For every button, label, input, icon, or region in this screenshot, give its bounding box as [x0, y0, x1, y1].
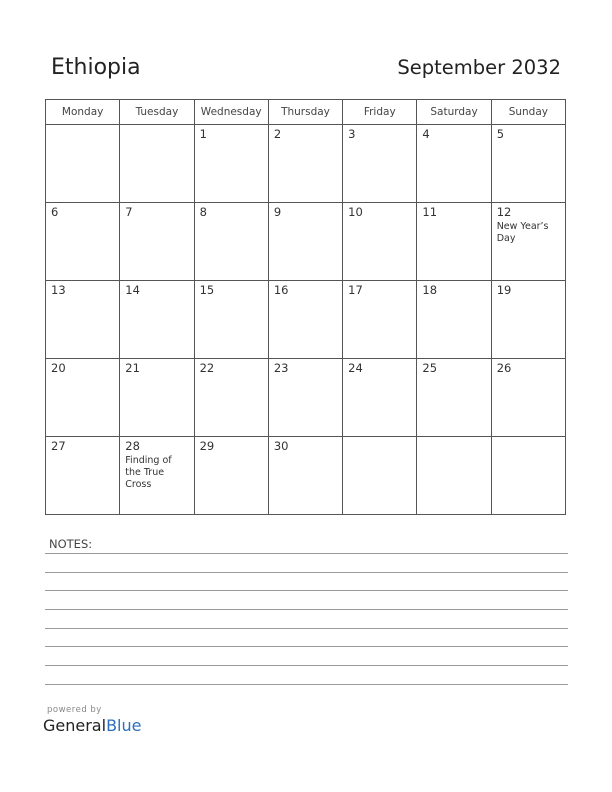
day-number: 10	[348, 205, 363, 219]
day-number: 20	[51, 361, 66, 375]
day-number: 11	[422, 205, 438, 219]
day-cell	[268, 203, 342, 281]
day-cell	[120, 437, 194, 515]
brand-general: General	[43, 716, 107, 735]
notes-line	[45, 590, 568, 591]
notes-line	[45, 628, 568, 629]
day-cell	[268, 437, 342, 515]
week-row	[46, 203, 566, 281]
day-cell	[194, 359, 268, 437]
day-number: 7	[125, 205, 133, 219]
day-number: 8	[199, 205, 207, 219]
notes-line	[45, 572, 568, 573]
day-cell	[343, 359, 417, 437]
day-cell	[194, 125, 268, 203]
day-number: 30	[273, 439, 289, 453]
day-cell	[417, 437, 491, 515]
day-cell	[343, 203, 417, 281]
month-title: September 2032	[397, 56, 561, 79]
day-cell	[491, 437, 565, 515]
day-cell	[491, 281, 565, 359]
day-cell	[46, 437, 120, 515]
day-cell	[120, 203, 194, 281]
day-cell	[417, 359, 491, 437]
day-cell	[268, 281, 342, 359]
day-cell	[120, 281, 194, 359]
day-cell	[46, 203, 120, 281]
notes-line	[45, 646, 568, 647]
day-number: 24	[348, 361, 363, 375]
holiday-label: Finding of the True Cross	[125, 455, 172, 490]
day-cell	[417, 125, 491, 203]
week-row	[46, 359, 566, 437]
day-number: 3	[348, 127, 356, 141]
day-number: 15	[199, 283, 215, 297]
week-row	[46, 437, 566, 515]
day-number: 14	[125, 283, 140, 297]
day-number: 6	[51, 205, 59, 219]
day-cell	[46, 281, 120, 359]
day-number: 4	[422, 127, 430, 141]
weekday-header: Thursday	[268, 100, 342, 125]
notes-line	[45, 684, 568, 685]
weekday-header: Saturday	[417, 100, 491, 125]
day-number: 2	[273, 127, 282, 141]
country-title: Ethiopia	[51, 55, 141, 80]
notes-line	[45, 665, 568, 666]
day-number: 21	[125, 361, 140, 375]
weekday-header: Sunday	[491, 100, 565, 125]
day-number: 28	[125, 439, 140, 453]
day-cell	[194, 437, 268, 515]
day-number: 18	[422, 283, 438, 297]
day-number: 13	[51, 283, 66, 297]
day-cell	[491, 359, 565, 437]
brand-blue: Blue	[106, 716, 142, 735]
day-number: 27	[51, 439, 66, 453]
weekday-header: Wednesday	[194, 100, 268, 125]
weekday-header-row	[46, 100, 566, 125]
day-number: 1	[199, 127, 207, 141]
day-number: 16	[273, 283, 289, 297]
powered-by-text: powered by	[47, 705, 102, 715]
weekday-header: Monday	[46, 100, 120, 125]
day-cell	[343, 437, 417, 515]
day-cell	[46, 125, 120, 203]
weekday-header: Friday	[343, 100, 417, 125]
day-number: 29	[199, 439, 215, 453]
day-cell	[417, 203, 491, 281]
day-number: 23	[273, 361, 289, 375]
day-cell	[194, 203, 268, 281]
day-number: 22	[199, 361, 215, 375]
notes-line	[45, 609, 568, 610]
day-cell	[268, 125, 342, 203]
brand-logo	[43, 716, 141, 735]
day-number: 25	[422, 361, 438, 375]
weekday-header: Tuesday	[120, 100, 194, 125]
week-row	[46, 125, 566, 203]
day-cell	[417, 281, 491, 359]
week-row	[46, 281, 566, 359]
day-cell	[491, 125, 565, 203]
day-cell	[491, 203, 565, 281]
day-cell	[120, 125, 194, 203]
calendar-grid	[45, 99, 566, 515]
day-number: 12	[496, 205, 512, 219]
day-number: 19	[496, 283, 512, 297]
day-cell	[194, 281, 268, 359]
day-number: 26	[496, 361, 512, 375]
notes-label: NOTES:	[49, 537, 93, 551]
day-cell	[120, 359, 194, 437]
day-cell	[343, 125, 417, 203]
notes-line	[45, 553, 568, 554]
day-cell	[343, 281, 417, 359]
day-number: 17	[348, 283, 363, 297]
day-cell	[268, 359, 342, 437]
holiday-label: New Year’s Day	[496, 221, 549, 244]
day-number: 5	[496, 127, 505, 141]
day-cell	[46, 359, 120, 437]
day-number: 9	[273, 205, 282, 219]
